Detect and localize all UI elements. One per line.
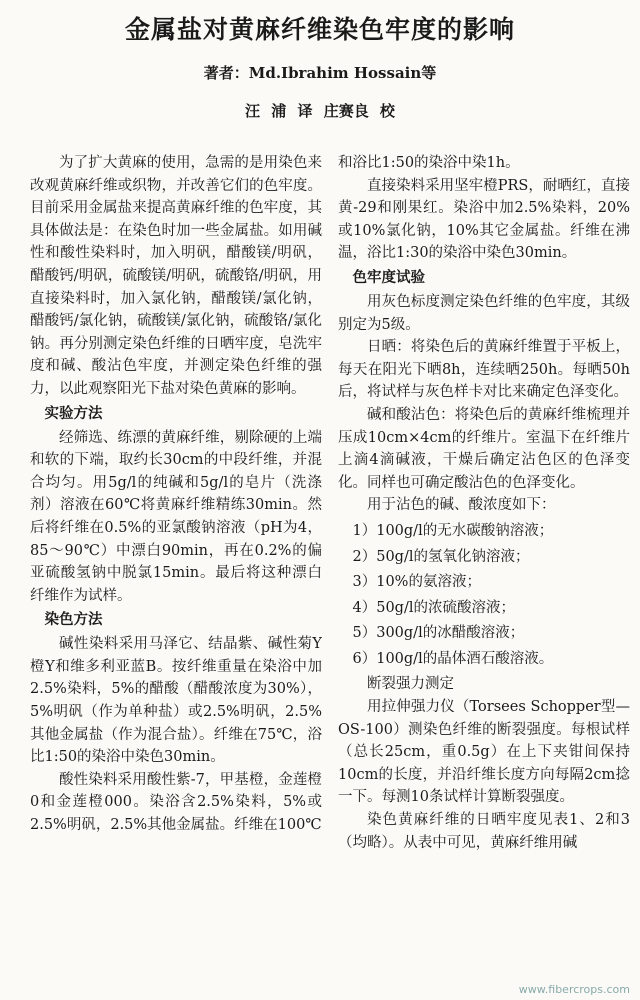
direct-dye-paragraph: 直接染料采用坚牢橙PRS，耐晒红，直接黄-29和刚果红。染浴中加2.5%染料，20%或10%氯化钠，10%其它金属盐。纤维在沸温，浴比1:30的染浴中染色30min。 <box>338 177 630 262</box>
dye-paragraph-2: 酸性染料采用酸性紫-7，甲基橙，金莲橙0和金莲橙000。染浴含2.5%染料，5%或2.5%明矾，2.5%其他金属盐。纤维在100℃ <box>30 771 322 834</box>
fastness-paragraph: 用灰色标度测定染色纤维的色牢度，其级别定为5级。 <box>338 293 630 333</box>
method-heading: 实验方法 <box>44 404 103 422</box>
right-column <box>338 152 630 992</box>
list-item: 2）50g/l的氢氧化钠溶液； <box>352 548 530 565</box>
dye-heading: 染色方法 <box>44 611 103 629</box>
watermark: www.fibercrops.com <box>518 983 630 996</box>
left-column <box>30 152 322 992</box>
strength-paragraph: 用拉伸强力仪（Torsees Schopper型—OS-100）测染色纤维的断裂强度。每根试样（总长25cm，重0.5g）在上下夹钳间保持10cm的长度，并沿纤维长度方向每隔2cm捻一下。每测10条试样计算断裂强度。 <box>338 699 630 806</box>
intro-paragraph: 为了扩大黄麻的使用，急需的是用染色来改观黄麻纤维或织物，并改善它们的色牢度。目前采用金属盐来提高黄麻纤维的色牢度，其具体做法是：在染色时加一些金属盐。如用碱性和酸性染料时，加入明矾，醋酸镁/明矾，醋酸钙/明矾，硫酸镁/明矾，硫酸铬/明矾，用直接染料时，加入氯化钠，醋酸镁/氯化钠，醋酸钙/氯化钠，硫酸镁/氯化钠，硫酸铬/氯化钠。再分别测定染色纤维的日晒牢度，皂洗牢度和碱、酸沾色牢度，并测定染色纤维的强力，以此观察阳光下盐对染色黄麻的影响。 <box>30 155 322 397</box>
alkali-paragraph: 碱和酸沾色：将染色后的黄麻纤维梳理并压成10cm×4cm的纤维片。室温下在纤维片上滴4滴碱液，干燥后确定沾色区的色泽变化。同样也可确定酸沾色的色泽变化。 <box>338 406 630 491</box>
translator-line: 汪 浦 译 庄赛良 校 <box>245 102 395 120</box>
result-paragraph: 染色黄麻纤维的日晒牢度见表1、2和3（均略）。从表中可见，黄麻纤维用碱 <box>338 812 630 851</box>
list-item: 6）100g/l的晶体酒石酸溶液。 <box>352 650 554 667</box>
list-item: 3）10%的氨溶液； <box>352 574 481 591</box>
list-item: 1）100g/l的无水碳酸钠溶液； <box>352 522 554 539</box>
method-paragraph: 经筛选、练漂的黄麻纤维，剔除硬的上端和软的下端，取约长30cm的中段纤维，并混合均匀。用5g/l的纯碱和5g/l的皂片（洗涤剂）溶液在60℃将黄麻纤维精练30min。然后将纤维在0.5%的亚氯酸钠溶液（pH为4，85～90℃）中漂白90min，再在0.2%的偏亚硫酸氢钠中脱氯15min。最后将这种漂白纤维作为试样。 <box>30 429 322 604</box>
list-item: 5）300g/l的冰醋酸溶液； <box>352 625 525 642</box>
authors-line: 著者：Md.Ibrahim Hossain等 <box>203 64 437 82</box>
strength-heading: 断裂强力测定 <box>367 676 454 693</box>
continued-paragraph: 和浴比1:50的染浴中染1h。 <box>338 155 520 171</box>
concentration-intro: 用于沾色的碱、酸浓度如下： <box>367 497 556 514</box>
list-item: 4）50g/l的浓硫酸溶液； <box>352 599 515 616</box>
dye-paragraph-1: 碱性染料采用马泽它、结晶紫、碱性菊Y橙Y和维多利亚蓝B。按纤维重量在染浴中加2.5%染料，5%的醋酸（醋酸浓度为30%），5%明矾（作为单种盐）或2.5%明矾，2.5%其他金属盐（作为混合盐）。纤维在75℃，浴比1:50的染浴中染色30min。 <box>30 636 322 766</box>
article-title: 金属盐对黄麻纤维染色牢度的影响 <box>124 15 515 44</box>
sun-paragraph: 日晒：将染色后的黄麻纤维置于平板上，每天在阳光下晒8h，连续晒250h。每晒50h后，将试样与灰色样卡对比来确定色泽变化。 <box>338 339 630 401</box>
fastness-heading: 色牢度试验 <box>352 268 425 286</box>
